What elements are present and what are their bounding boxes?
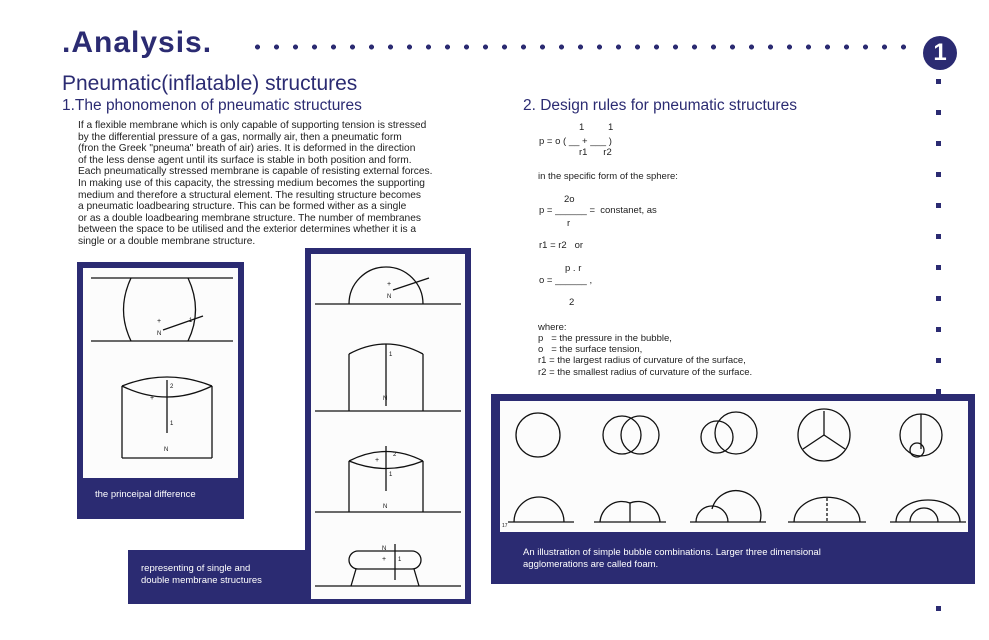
margin-dot [936, 234, 941, 239]
eq2-main: p = ______ = constanet, as [539, 205, 657, 216]
eq3: r1 = r2 or [539, 240, 584, 251]
fig1-n-top: N [157, 331, 162, 337]
page-subtitle: Pneumatic(inflatable) structures [62, 72, 358, 95]
margin-dot [936, 79, 941, 84]
eq2-numerator: 2o [564, 194, 575, 205]
fig2-n-3: N [383, 504, 388, 510]
margin-dot [936, 296, 941, 301]
definition-o: o = the surface tension, [538, 344, 643, 355]
figure1-image [83, 268, 238, 478]
fig2-plus-4: + [382, 556, 387, 563]
eq4-numerator: p . r [565, 263, 582, 274]
fig2-n-1: N [387, 294, 392, 300]
definition-r1: r1 = the largest radius of curvature of the surface, [538, 355, 746, 366]
figure1-caption: the princeipal difference [95, 489, 196, 500]
section1-heading: 1.The phonomenon of pneumatic structures [62, 97, 362, 114]
fig2-plus-3: + [375, 457, 380, 464]
margin-dot [936, 606, 941, 611]
eq4-main: o = ______ , [539, 275, 593, 286]
fig2-one-3: 1 [389, 472, 393, 478]
fig1-one-bottom: 1 [170, 421, 174, 427]
eq4-denominator: 2 [569, 297, 575, 308]
page-title: .Analysis. [62, 26, 213, 59]
figure3-caption: An illustration of simple bubble combinations. Larger three dimensional agglomerations are called foam. [523, 547, 821, 570]
section1-paragraph: If a flexible membrane which is only capable of supporting tension is stressed by the differential pressure of a gas, normally air, then a pneumatic form (fron the Greek "pneuma" breath of air) aries. It is deformed in the direction of the less dense agent until its surface is stable in both position and form. Each pneumatically stressed membrane is capable of resisting external forces. In making use of this capacity, the stressing medium becomes the supporting medium and therefore a structural element. The resulting structure becomes a pneumatic loadbearing structure. This can be formed wither as a single or as a double loadbearing membrane structure. The number of membranes between the space to be utilised and the exterior determines whether it is a single or a double membrane structure. [78, 120, 433, 247]
fig1-two-bottom: 2 [170, 384, 174, 390]
figure2-caption: representing of single and double membrane structures [141, 563, 262, 586]
fig2-n-4: N [382, 546, 387, 552]
figure3-image [500, 401, 968, 532]
sphere-text: in the specific form of the sphere: [538, 171, 678, 182]
fig2-plus-1: + [387, 281, 392, 288]
fig1-n-bottom: N [164, 447, 169, 453]
margin-dot [936, 141, 941, 146]
fig2-n-2: N [383, 396, 388, 402]
page-number-badge: 1 [923, 36, 957, 70]
eq1-numerators: 1 1 [579, 122, 614, 133]
fig2-two-3: 2 [393, 452, 397, 458]
margin-dot [936, 203, 941, 208]
fig2-one-4: 1 [398, 557, 402, 563]
title-dotted-rule [248, 44, 920, 50]
figure3-diagram [500, 401, 968, 532]
figure1-diagram [83, 268, 238, 478]
figure3-number: 17 [502, 523, 508, 529]
margin-dot [936, 358, 941, 363]
definition-r2: r2 = the smallest radius of curvature of the surface. [538, 367, 753, 378]
fig2-one-2: 1 [389, 352, 393, 358]
margin-dot [936, 327, 941, 332]
margin-dot [936, 110, 941, 115]
definition-p: p = the pressure in the bubble, [538, 333, 672, 344]
section2-heading: 2. Design rules for pneumatic structures [523, 97, 797, 114]
eq1-main: p = o ( __ + ___ ) [539, 136, 612, 147]
eq2-denominator: r [567, 218, 571, 229]
fig1-plus-bottom: + [150, 395, 155, 402]
margin-dot [936, 172, 941, 177]
fig1-one-top: 1 [189, 318, 193, 324]
fig1-plus-top: + [157, 318, 162, 325]
margin-dot [936, 265, 941, 270]
where-label: where: [538, 322, 567, 333]
figure2-image [311, 254, 465, 599]
figure2-diagram [311, 254, 465, 599]
eq1-denominators: r1 r2 [579, 147, 612, 158]
